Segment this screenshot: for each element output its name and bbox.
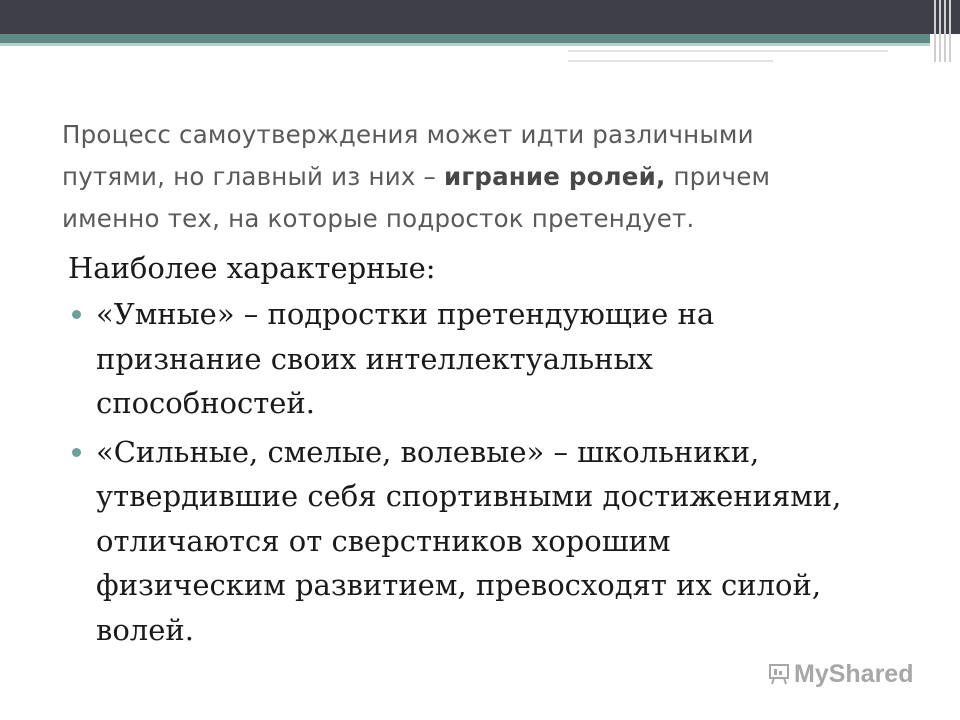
decorative-side-bars	[932, 0, 954, 62]
decorative-line	[568, 50, 888, 52]
list-item-text: «Умные» – подростки претендующие на признание своих интеллектуальных способностей.	[96, 297, 715, 420]
bullet-list	[62, 292, 862, 652]
slide-top-bar	[0, 0, 960, 34]
watermark-text: MyShared	[794, 659, 914, 688]
intro-text-part2: причем именно тех, на которые подросток претендует.	[62, 162, 771, 233]
intro-paragraph	[62, 114, 862, 240]
intro-bold-text: играние ролей,	[443, 162, 666, 191]
bullet-icon	[72, 310, 81, 319]
slide-accent-strip-light	[0, 43, 930, 46]
presentation-board-icon	[768, 663, 790, 685]
intro-text-part1: Процесс самоутверждения может идти различными путями, но главный из них –	[62, 120, 754, 191]
list-item	[62, 430, 862, 653]
slide-content	[62, 114, 862, 656]
watermark-logo	[768, 660, 913, 688]
list-title: Наиболее характерные:	[68, 251, 436, 285]
slide-accent-strip	[0, 34, 930, 43]
bullet-icon	[72, 448, 81, 457]
list-item-text: «Сильные, смелые, волевые» – школьники, утвердившие себя спортивными достижениями, отличаются от сверстников хорошим физическим развитием, превосходят их силой, волей.	[96, 434, 842, 647]
decorative-line	[568, 60, 773, 62]
list-item	[62, 292, 862, 426]
